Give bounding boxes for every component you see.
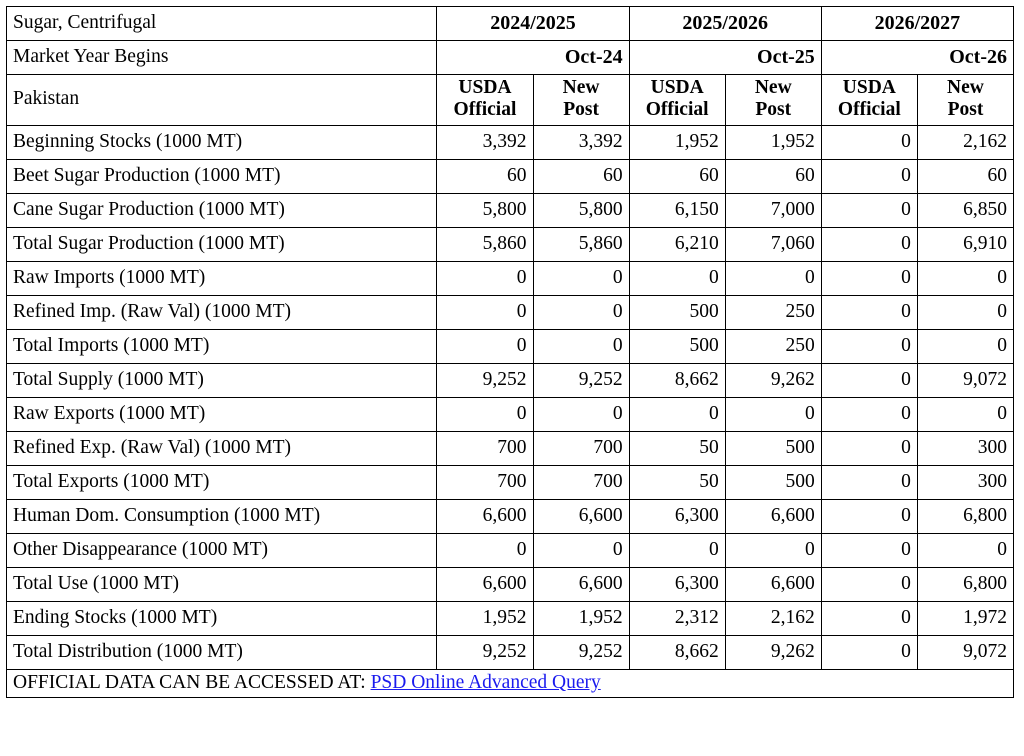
market-year-begins-3: Oct-26 bbox=[821, 41, 1013, 75]
row-value: 1,952 bbox=[725, 125, 821, 159]
row-label: Total Use (1000 MT) bbox=[7, 567, 437, 601]
row-label: Refined Exp. (Raw Val) (1000 MT) bbox=[7, 431, 437, 465]
table-row bbox=[7, 533, 1014, 567]
row-value: 250 bbox=[725, 329, 821, 363]
row-value: 0 bbox=[437, 295, 533, 329]
row-value: 6,300 bbox=[629, 499, 725, 533]
row-value: 5,860 bbox=[533, 227, 629, 261]
row-value: 2,312 bbox=[629, 601, 725, 635]
row-value: 500 bbox=[725, 465, 821, 499]
row-value: 0 bbox=[533, 295, 629, 329]
row-label: Human Dom. Consumption (1000 MT) bbox=[7, 499, 437, 533]
row-label: Total Sugar Production (1000 MT) bbox=[7, 227, 437, 261]
row-label: Raw Exports (1000 MT) bbox=[7, 397, 437, 431]
row-value: 0 bbox=[821, 499, 917, 533]
commodity-title: Sugar, Centrifugal bbox=[7, 7, 437, 41]
row-value: 3,392 bbox=[437, 125, 533, 159]
row-value: 9,252 bbox=[437, 363, 533, 397]
table-row bbox=[7, 431, 1014, 465]
market-year-label: Market Year Begins bbox=[7, 41, 437, 75]
row-value: 700 bbox=[533, 431, 629, 465]
row-value: 0 bbox=[725, 397, 821, 431]
row-value: 0 bbox=[917, 329, 1013, 363]
table-row bbox=[7, 363, 1014, 397]
row-value: 0 bbox=[821, 125, 917, 159]
row-value: 0 bbox=[821, 261, 917, 295]
row-value: 6,910 bbox=[917, 227, 1013, 261]
column-header-3-line1: USDA bbox=[650, 77, 704, 98]
row-value: 6,600 bbox=[725, 499, 821, 533]
row-value: 0 bbox=[821, 329, 917, 363]
column-header-3 bbox=[629, 75, 725, 126]
row-value: 6,850 bbox=[917, 193, 1013, 227]
row-value: 2,162 bbox=[725, 601, 821, 635]
row-value: 0 bbox=[533, 329, 629, 363]
table-row bbox=[7, 397, 1014, 431]
column-header-2-line1: New bbox=[562, 77, 600, 98]
column-header-4-line2: Post bbox=[755, 99, 792, 121]
row-value: 6,600 bbox=[725, 567, 821, 601]
row-value: 9,262 bbox=[725, 363, 821, 397]
row-label: Refined Imp. (Raw Val) (1000 MT) bbox=[7, 295, 437, 329]
row-value: 2,162 bbox=[917, 125, 1013, 159]
table-row bbox=[7, 193, 1014, 227]
row-value: 0 bbox=[629, 397, 725, 431]
country-name: Pakistan bbox=[7, 75, 437, 126]
row-value: 9,072 bbox=[917, 635, 1013, 669]
row-label: Total Distribution (1000 MT) bbox=[7, 635, 437, 669]
row-value: 700 bbox=[437, 431, 533, 465]
row-value: 300 bbox=[917, 431, 1013, 465]
row-label: Total Supply (1000 MT) bbox=[7, 363, 437, 397]
row-value: 0 bbox=[821, 397, 917, 431]
table-row-footer bbox=[7, 669, 1014, 697]
row-value: 60 bbox=[629, 159, 725, 193]
row-value: 3,392 bbox=[533, 125, 629, 159]
row-value: 0 bbox=[533, 533, 629, 567]
row-value: 0 bbox=[437, 397, 533, 431]
row-value: 6,150 bbox=[629, 193, 725, 227]
row-value: 0 bbox=[917, 397, 1013, 431]
row-value: 5,800 bbox=[533, 193, 629, 227]
row-value: 0 bbox=[533, 397, 629, 431]
row-label: Cane Sugar Production (1000 MT) bbox=[7, 193, 437, 227]
column-header-5-line2: Official bbox=[837, 99, 901, 121]
table-row bbox=[7, 227, 1014, 261]
column-header-5 bbox=[821, 75, 917, 126]
row-value: 8,662 bbox=[629, 363, 725, 397]
table-row-title bbox=[7, 7, 1014, 41]
row-value: 50 bbox=[629, 431, 725, 465]
market-year-begins-1: Oct-24 bbox=[437, 41, 629, 75]
row-value: 0 bbox=[821, 363, 917, 397]
official-data-note-text: OFFICIAL DATA CAN BE ACCESSED AT: bbox=[13, 671, 371, 693]
column-header-1-line2: Official bbox=[453, 99, 517, 121]
row-value: 0 bbox=[629, 261, 725, 295]
row-value: 0 bbox=[917, 295, 1013, 329]
row-value: 500 bbox=[725, 431, 821, 465]
row-value: 5,860 bbox=[437, 227, 533, 261]
row-value: 500 bbox=[629, 295, 725, 329]
row-value: 0 bbox=[533, 261, 629, 295]
column-header-6-line1: New bbox=[947, 77, 984, 98]
column-header-1 bbox=[437, 75, 533, 126]
row-label: Ending Stocks (1000 MT) bbox=[7, 601, 437, 635]
column-header-5-line1: USDA bbox=[842, 77, 896, 98]
row-value: 1,952 bbox=[533, 601, 629, 635]
row-value: 0 bbox=[821, 533, 917, 567]
row-value: 9,252 bbox=[533, 363, 629, 397]
row-value: 700 bbox=[533, 465, 629, 499]
row-value: 0 bbox=[917, 533, 1013, 567]
row-value: 60 bbox=[917, 159, 1013, 193]
table-row bbox=[7, 499, 1014, 533]
row-value: 7,060 bbox=[725, 227, 821, 261]
row-value: 9,072 bbox=[917, 363, 1013, 397]
row-value: 250 bbox=[725, 295, 821, 329]
year-header-3: 2026/2027 bbox=[821, 7, 1013, 41]
row-value: 0 bbox=[629, 533, 725, 567]
row-label: Beginning Stocks (1000 MT) bbox=[7, 125, 437, 159]
row-value: 60 bbox=[533, 159, 629, 193]
row-value: 0 bbox=[821, 465, 917, 499]
table-row bbox=[7, 635, 1014, 669]
table-row-market-year bbox=[7, 41, 1014, 75]
row-label: Other Disappearance (1000 MT) bbox=[7, 533, 437, 567]
row-value: 0 bbox=[821, 295, 917, 329]
row-value: 0 bbox=[821, 567, 917, 601]
column-header-4-line1: New bbox=[754, 77, 792, 98]
row-value: 0 bbox=[821, 635, 917, 669]
row-value: 6,600 bbox=[533, 499, 629, 533]
row-value: 6,600 bbox=[437, 499, 533, 533]
row-value: 1,952 bbox=[437, 601, 533, 635]
table-row bbox=[7, 159, 1014, 193]
table-row bbox=[7, 601, 1014, 635]
psd-online-advanced-query-link[interactable]: PSD Online Advanced Query bbox=[370, 671, 601, 693]
year-header-1: 2024/2025 bbox=[437, 7, 629, 41]
row-value: 0 bbox=[437, 533, 533, 567]
table-row bbox=[7, 465, 1014, 499]
table-row-column-headers bbox=[7, 75, 1014, 126]
row-value: 0 bbox=[821, 601, 917, 635]
table-row bbox=[7, 329, 1014, 363]
row-label: Beet Sugar Production (1000 MT) bbox=[7, 159, 437, 193]
row-value: 6,800 bbox=[917, 567, 1013, 601]
column-header-6 bbox=[917, 75, 1013, 126]
row-value: 9,252 bbox=[437, 635, 533, 669]
row-value: 60 bbox=[725, 159, 821, 193]
row-value: 0 bbox=[917, 261, 1013, 295]
table-row bbox=[7, 261, 1014, 295]
row-value: 0 bbox=[821, 159, 917, 193]
row-label: Raw Imports (1000 MT) bbox=[7, 261, 437, 295]
row-value: 0 bbox=[725, 533, 821, 567]
row-value: 6,300 bbox=[629, 567, 725, 601]
column-header-4 bbox=[725, 75, 821, 126]
row-value: 6,800 bbox=[917, 499, 1013, 533]
row-value: 6,210 bbox=[629, 227, 725, 261]
row-value: 0 bbox=[437, 329, 533, 363]
row-value: 0 bbox=[821, 431, 917, 465]
row-value: 60 bbox=[437, 159, 533, 193]
market-year-begins-2: Oct-25 bbox=[629, 41, 821, 75]
column-header-6-line2: Post bbox=[947, 99, 984, 121]
row-value: 7,000 bbox=[725, 193, 821, 227]
table-row bbox=[7, 567, 1014, 601]
column-header-3-line2: Official bbox=[645, 99, 709, 121]
official-data-note bbox=[7, 669, 1014, 697]
row-value: 6,600 bbox=[437, 567, 533, 601]
row-value: 5,800 bbox=[437, 193, 533, 227]
row-value: 700 bbox=[437, 465, 533, 499]
column-header-2-line2: Post bbox=[563, 99, 599, 121]
row-value: 1,972 bbox=[917, 601, 1013, 635]
row-value: 6,600 bbox=[533, 567, 629, 601]
row-value: 9,262 bbox=[725, 635, 821, 669]
column-header-1-line1: USDA bbox=[458, 77, 512, 98]
table-row bbox=[7, 125, 1014, 159]
column-header-2 bbox=[533, 75, 629, 126]
row-value: 500 bbox=[629, 329, 725, 363]
row-value: 0 bbox=[437, 261, 533, 295]
row-value: 0 bbox=[821, 227, 917, 261]
row-value: 0 bbox=[725, 261, 821, 295]
psd-commodity-table bbox=[6, 6, 1014, 698]
table-row bbox=[7, 295, 1014, 329]
row-value: 9,252 bbox=[533, 635, 629, 669]
row-label: Total Imports (1000 MT) bbox=[7, 329, 437, 363]
row-value: 50 bbox=[629, 465, 725, 499]
row-label: Total Exports (1000 MT) bbox=[7, 465, 437, 499]
row-value: 1,952 bbox=[629, 125, 725, 159]
row-value: 8,662 bbox=[629, 635, 725, 669]
row-value: 300 bbox=[917, 465, 1013, 499]
row-value: 0 bbox=[821, 193, 917, 227]
year-header-2: 2025/2026 bbox=[629, 7, 821, 41]
